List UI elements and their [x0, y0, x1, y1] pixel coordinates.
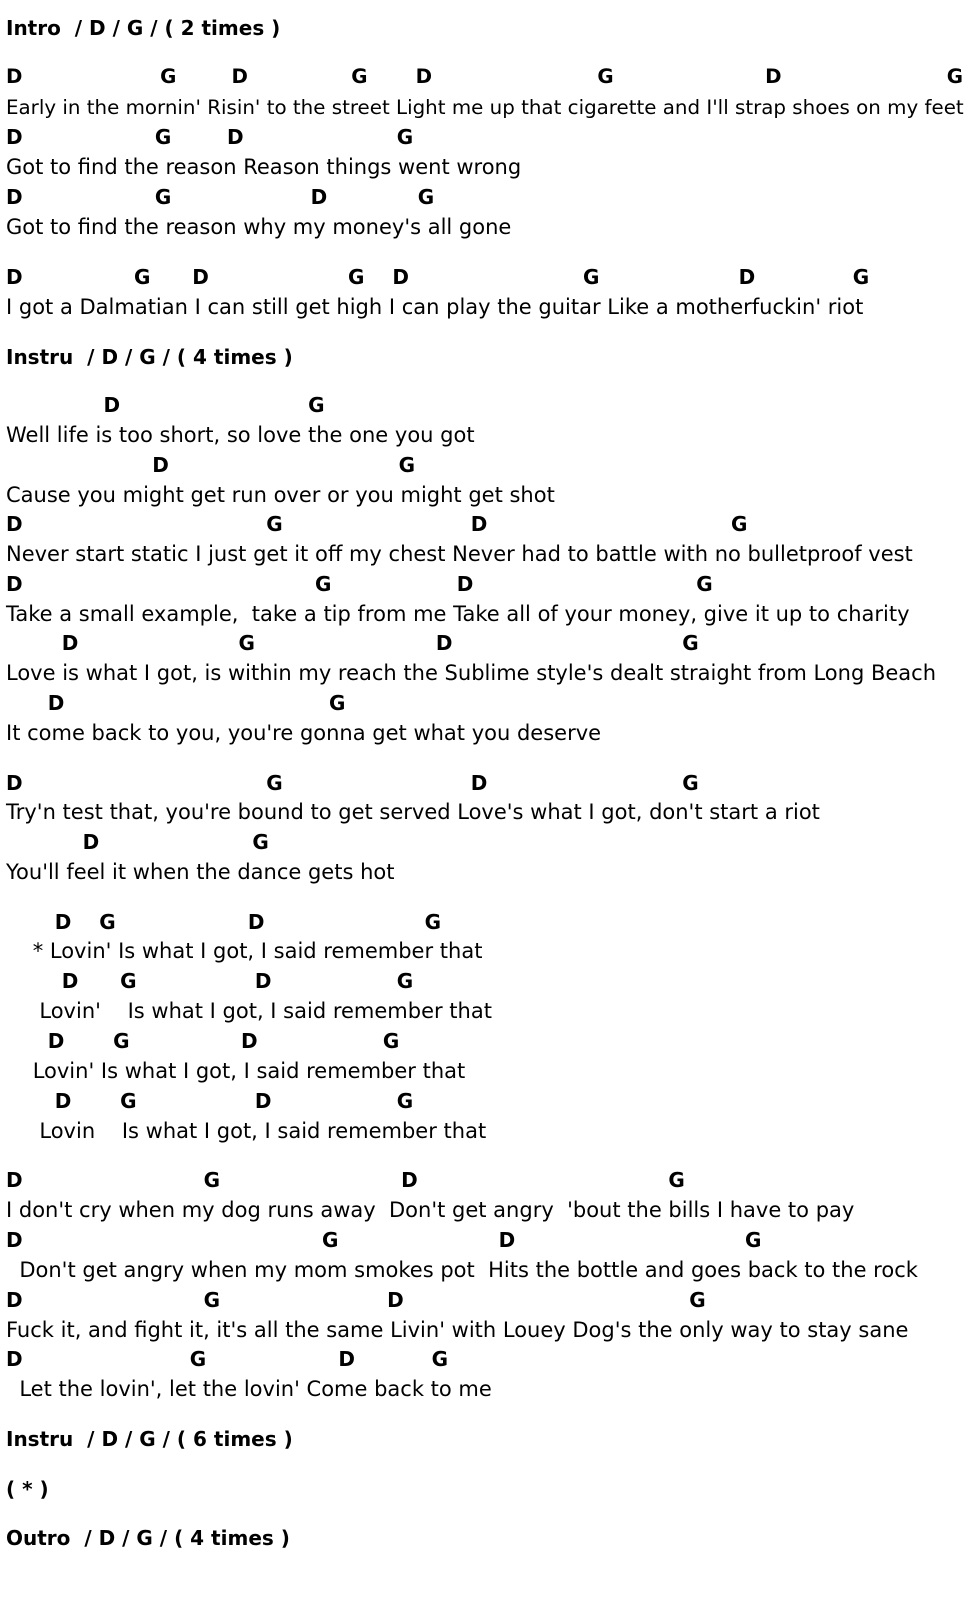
intro-line: Intro / D / G / ( 2 times ): [6, 16, 281, 40]
lyric-line: Cause you might get run over or you might get shot: [6, 483, 555, 507]
lyric-line: I got a Dalmatian I can still get high I can play the guitar Like a motherfuckin' riot: [6, 295, 864, 319]
chord-line: D G D G D G D G: [6, 65, 964, 88]
chord-line: D G D G: [6, 631, 699, 655]
lyric-line: You'll feel it when the dance gets hot: [6, 860, 395, 884]
lyric-line: Well life is too short, so love the one you got: [6, 423, 475, 447]
lyric-line: Don't get angry when my mom smokes pot Hits the bottle and goes back to the rock: [6, 1258, 918, 1282]
lyric-line: Lovin' Is what I got, I said remember that: [6, 999, 492, 1023]
chord-line: D G D G: [6, 185, 435, 209]
chord-line: D G D G: [6, 1288, 706, 1312]
lyric-line: Lovin' Is what I got, I said remember that: [6, 1059, 466, 1083]
lyric-line: Early in the mornin' Risin' to the street Light me up that cigarette and I'll strap shoes on my feet: [6, 96, 964, 119]
chord-line: D G: [6, 393, 325, 417]
chord-line: D G D G: [6, 771, 699, 795]
chord-line: D G: [6, 453, 416, 477]
lyric-line: Try'n test that, you're bound to get served Love's what I got, don't start a riot: [6, 800, 820, 824]
lyric-line: Fuck it, and fight it, it's all the same Livin' with Louey Dog's the only way to stay sane: [6, 1318, 909, 1342]
lyric-line: Love is what I got, is within my reach the Sublime style's dealt straight from Long Beach: [6, 661, 937, 685]
chord-line: D G D G: [6, 1347, 449, 1371]
lyric-line: Never start static I just get it off my chest Never had to battle with no bulletproof vest: [6, 542, 913, 566]
chord-line: D G D G: [6, 1228, 762, 1252]
chord-line: D G: [6, 691, 346, 715]
lyric-line: Got to find the reason why my money's all gone: [6, 215, 512, 239]
instru-line: Instru / D / G / ( 4 times ): [6, 345, 293, 369]
outro-line: Outro / D / G / ( 4 times ): [6, 1526, 290, 1550]
chord-line: D G D G: [6, 910, 442, 934]
lyric-line: It come back to you, you're gonna get what you deserve: [6, 721, 602, 745]
chord-line: D G D G D G D G: [6, 265, 870, 289]
chord-line: D G D G: [6, 1089, 414, 1113]
chord-line: D G D G: [6, 1168, 685, 1192]
instru-line: Instru / D / G / ( 6 times ): [6, 1427, 293, 1451]
lyric-line: Got to find the reason Reason things went wrong: [6, 155, 522, 179]
lyric-line: Let the lovin', let the lovin' Come back to me: [6, 1377, 492, 1401]
chord-line: D G D G: [6, 125, 414, 149]
lyric-line: Lovin Is what I got, I said remember that: [6, 1119, 487, 1143]
chord-line: D G D G: [6, 969, 414, 993]
chord-line: D G D G: [6, 512, 748, 536]
lyric-line: * Lovin' Is what I got, I said remember that: [6, 939, 483, 963]
chorus-reference: ( * ): [6, 1477, 49, 1501]
chord-line: D G: [6, 830, 269, 854]
chord-line: D G D G: [6, 1029, 400, 1053]
chord-line: D G D G: [6, 572, 713, 596]
lyric-line: I don't cry when my dog runs away Don't get angry 'bout the bills I have to pay: [6, 1198, 855, 1222]
lyric-line: Take a small example, take a tip from me Take all of your money, give it up to charity: [6, 602, 910, 626]
